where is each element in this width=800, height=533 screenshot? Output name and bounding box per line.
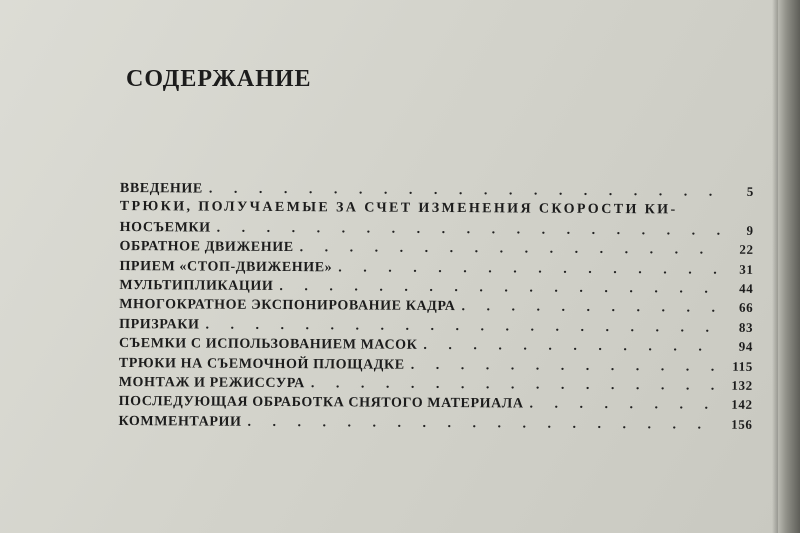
- toc-entry-page: 142: [731, 397, 753, 413]
- toc-entry-title: ПРИЗРАКИ: [119, 316, 200, 333]
- book-binding: [778, 0, 800, 533]
- toc-entry-page: 9: [746, 222, 754, 238]
- toc-entry-page: 22: [739, 241, 754, 258]
- toc-entry-page: 156: [731, 416, 753, 432]
- toc-entry: [119, 294, 753, 317]
- dot-leader: [530, 395, 719, 416]
- toc-entry: [119, 275, 753, 298]
- dot-leader: [279, 277, 719, 299]
- dot-leader: [461, 297, 719, 318]
- toc-entry-page: 132: [731, 377, 753, 393]
- toc-entry-page: 83: [738, 319, 754, 335]
- toc-entry: [120, 197, 754, 220]
- dot-leader: [300, 238, 720, 260]
- toc-entry-title: ПРИЕМ «СТОП-ДВИЖЕНИЕ»: [119, 258, 333, 275]
- table-of-contents: [118, 178, 754, 434]
- toc-entry-title: ВВЕДЕНИЕ: [119, 180, 203, 197]
- page-title: СОДЕРЖАНИЕ: [126, 66, 312, 92]
- toc-entry-title: КОММЕНТАРИИ: [118, 413, 242, 430]
- toc-entry-title: ТРЮКИ НА СЪЕМОЧНОЙ ПЛОЩАДКЕ: [118, 355, 405, 373]
- toc-entry-title: СЪЕМКИ С ИСПОЛЬЗОВАНИЕМ МАСОК: [118, 336, 418, 353]
- toc-entry-page: 31: [739, 261, 754, 277]
- toc-entry-title: НОСЪЕМКИ: [119, 219, 211, 236]
- toc-entry-title: МОНТАЖ И РЕЖИССУРА: [118, 374, 305, 392]
- toc-entry: [120, 236, 754, 259]
- toc-entry-page: 44: [739, 280, 754, 296]
- toc-entry-title: ТРЮКИ, ПОЛУЧАЕМЫЕ ЗА СЧЕТ ИЗМЕНЕНИЯ СКОРОСТИ КИ-: [119, 199, 678, 218]
- toc-entry-page: 94: [738, 338, 754, 354]
- toc-entry: [119, 353, 753, 376]
- toc-entry: [119, 333, 753, 356]
- dot-leader: [423, 336, 719, 357]
- toc-entry: [119, 256, 753, 279]
- toc-entry: [118, 411, 752, 434]
- toc-entry: [119, 314, 753, 337]
- toc-entry-page: 5: [746, 183, 754, 199]
- dot-leader: [411, 355, 719, 376]
- toc-entry-title: ПОСЛЕДУЮЩАЯ ОБРАБОТКА СНЯТОГО МАТЕРИАЛА: [118, 394, 524, 412]
- toc-entry-title: МНОГОКРАТНОЕ ЭКСПОНИРОВАНИЕ КАДРА: [119, 297, 456, 315]
- toc-entry-title: ОБРАТНОЕ ДВИЖЕНИЕ: [119, 239, 294, 256]
- dot-leader: [338, 258, 719, 280]
- dot-leader: [247, 412, 718, 434]
- toc-entry-page: 115: [732, 358, 753, 374]
- toc-entry: [119, 372, 753, 395]
- toc-entry: [120, 217, 754, 240]
- toc-entry-page: 66: [738, 300, 754, 316]
- dot-leader: [311, 374, 719, 396]
- toc-entry-title: МУЛЬТИПЛИКАЦИИ: [119, 277, 274, 294]
- toc-entry: [119, 391, 753, 414]
